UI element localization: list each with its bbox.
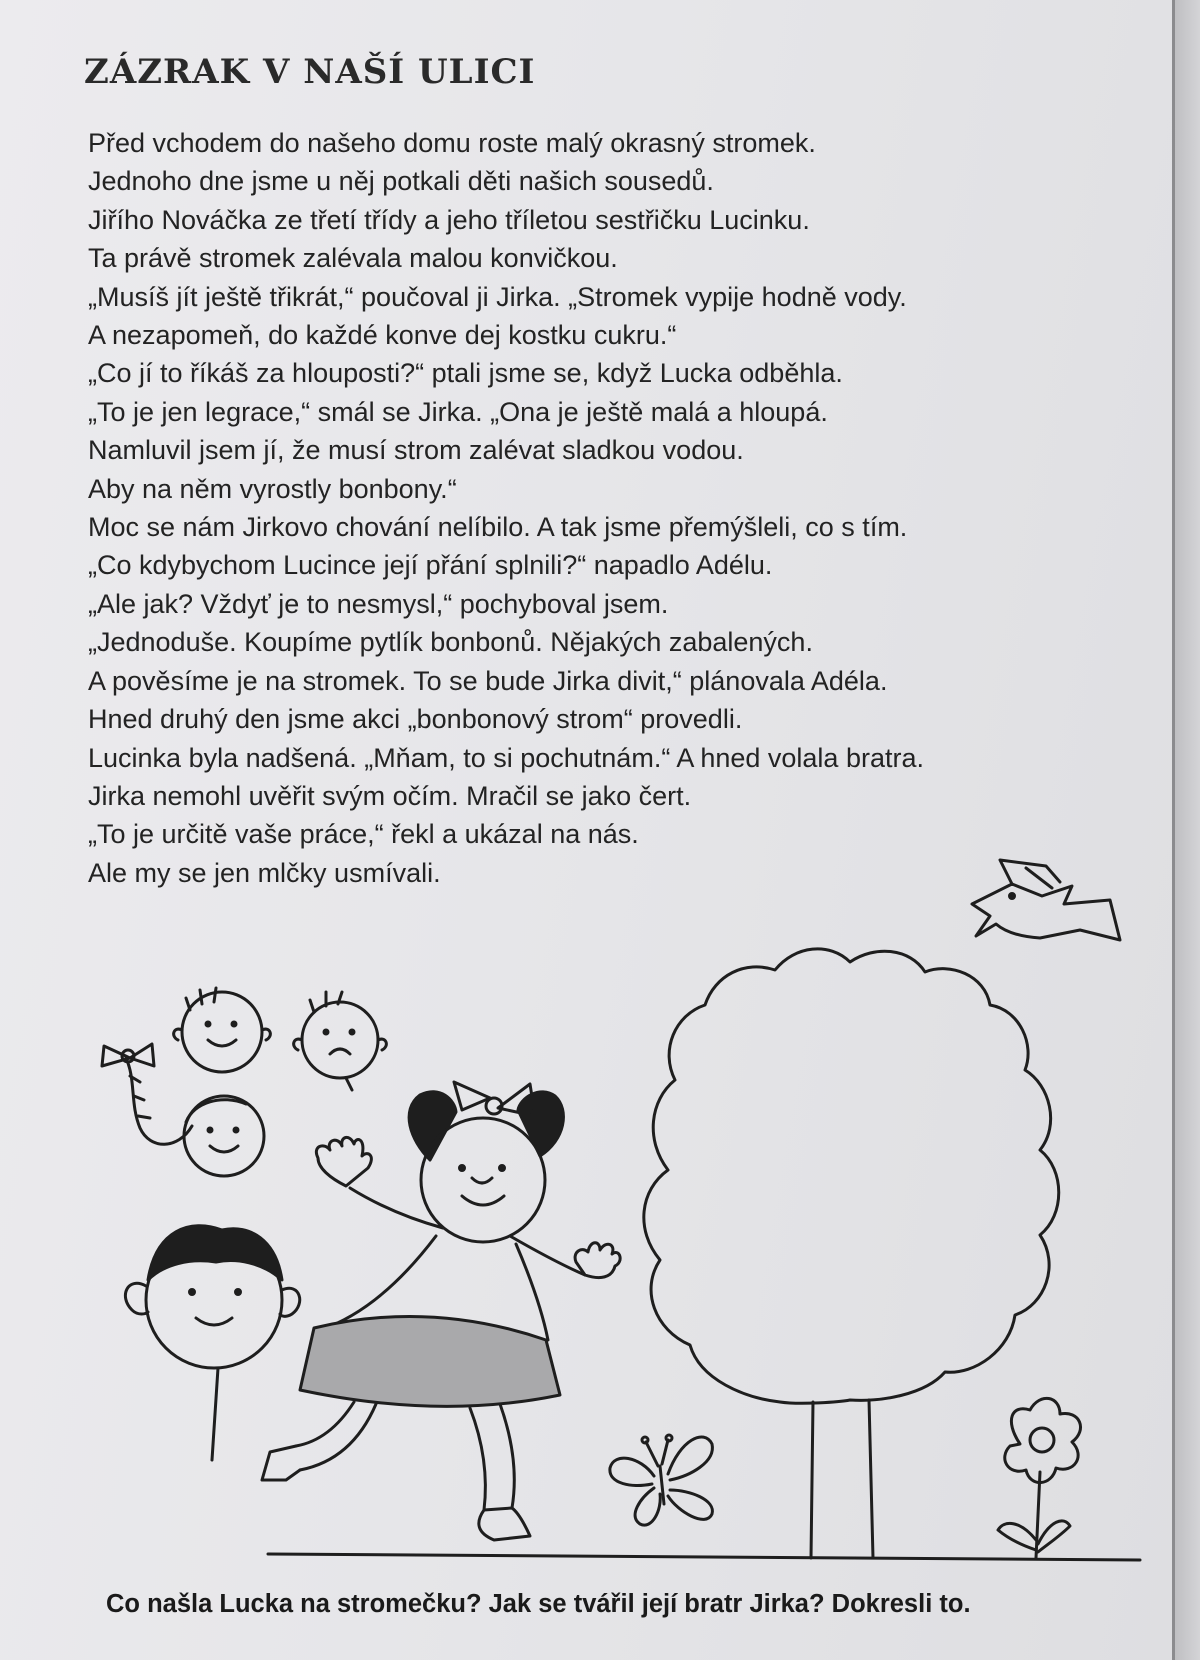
story-line: Jiřího Nováčka ze třetí třídy a jeho tříletou sestřičku Lucinku. xyxy=(88,204,810,235)
story-line: „To je jen legrace,“ smál se Jirka. „Ona je ještě malá a hloupá. xyxy=(88,396,828,427)
story-line: „To je určitě vaše práce,“ řekl a ukázal na nás. xyxy=(88,819,639,850)
story-line: „Musíš jít ještě třikrát,“ poučoval ji Jirka. „Stromek vypije hodně vody. xyxy=(88,281,907,312)
story-line: „Co kdybychom Lucince její přání splnili?“ napadlo Adélu. xyxy=(88,550,773,581)
story-line: Před vchodem do našeho domu roste malý okrasný stromek. xyxy=(88,128,816,158)
story-line: Moc se nám Jirkovo chování nelíbilo. A tak jsme přemýšleli, co s tím. xyxy=(88,512,908,543)
flower-icon xyxy=(998,1398,1081,1558)
story-line: A pověsíme je na stromek. To se bude Jirka divit,“ plánovala Adéla. xyxy=(88,665,888,696)
task-question: Co našla Lucka na stromečku? Jak se tvářil její bratr Jirka? Dokresli to. xyxy=(106,1590,971,1618)
page-title: ZÁZRAK V NAŠÍ ULICI xyxy=(84,52,536,92)
girl-icon xyxy=(262,1082,620,1540)
story-line: Hned druhý den jsme akci „bonbonový strom“ provedli. xyxy=(88,704,743,735)
background-strip xyxy=(1175,0,1200,1660)
story-line: „Jednoduše. Koupíme pytlík bonbonů. Nějakých zabalených. xyxy=(88,627,813,658)
story-line: Jirka nemohl uvěřit svým očím. Mračil se jako čert. xyxy=(88,780,692,811)
children-faces-icon xyxy=(102,988,386,1176)
ground-line xyxy=(268,1554,1140,1560)
story-line: Namluvil jsem jí, že musí strom zalévat sladkou vodou. xyxy=(88,435,744,466)
tree-icon xyxy=(644,949,1059,1558)
story-line: Jednoho dne jsme u něj potkali děti našich sousedů. xyxy=(88,166,714,197)
story-line: Ale my se jen mlčky usmívali. xyxy=(88,857,441,888)
boy-face-icon xyxy=(125,1226,299,1460)
story-line: Aby na něm vyrostly bonbony.“ xyxy=(88,473,457,504)
bird-icon xyxy=(972,860,1120,940)
story-line: A nezapomeň, do každé konve dej kostku cukru.“ xyxy=(88,320,677,351)
story-line: Ta právě stromek zalévala malou konvičkou. xyxy=(88,243,618,274)
story-line: „Ale jak? Vždyť je to nesmysl,“ pochyboval jsem. xyxy=(88,588,669,619)
story-line: Lucinka byla nadšená. „Mňam, to si pochutnám.“ A hned volala bratra. xyxy=(88,742,924,773)
butterfly-icon xyxy=(610,1435,713,1525)
story-line: „Co jí to říkáš za hlouposti?“ ptali jsme se, když Lucka odběhla. xyxy=(88,358,843,389)
